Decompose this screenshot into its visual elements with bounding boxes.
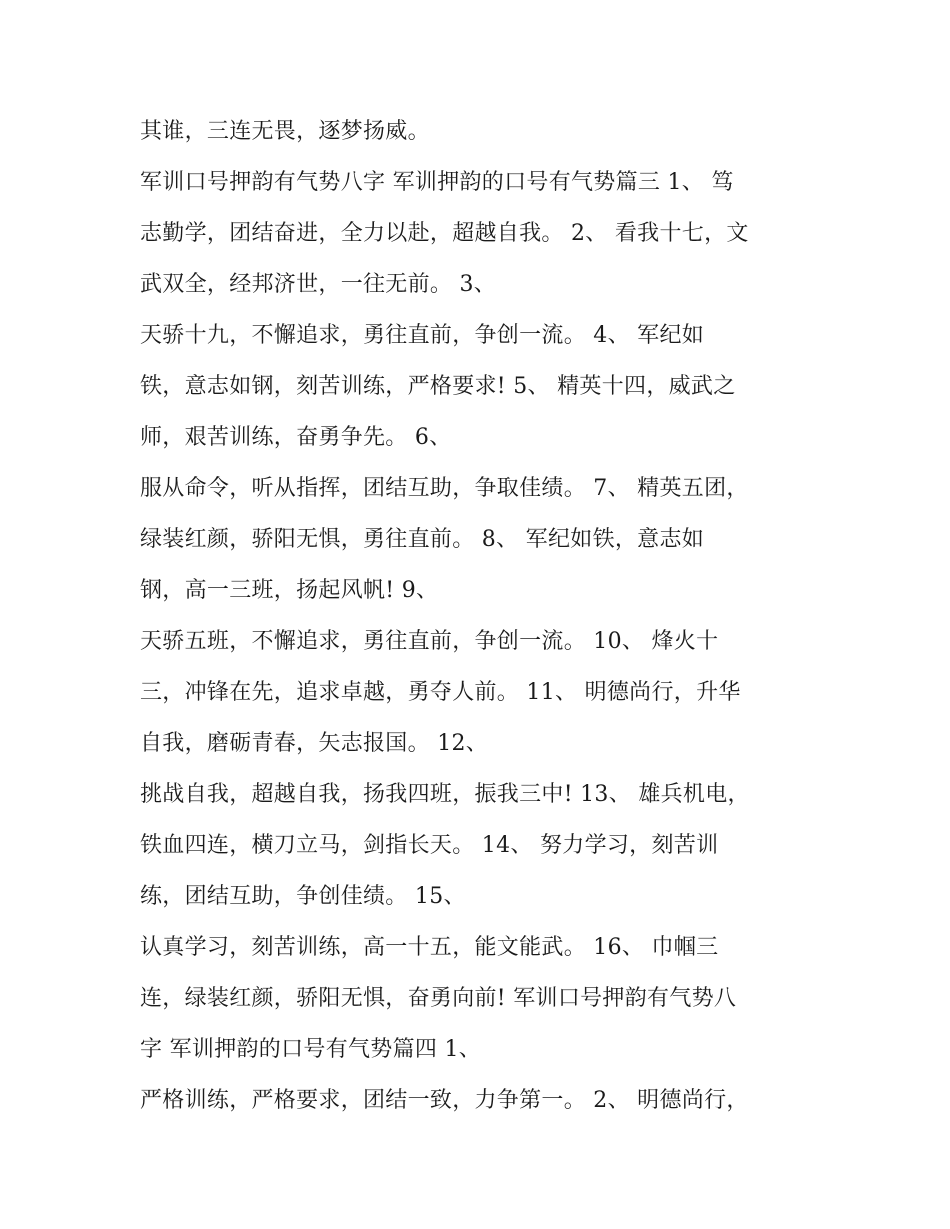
text-line: 其谁，三连无畏，逐梦扬威。 — [140, 119, 430, 144]
text-line: 师，艰苦训练，奋勇争先。 6、 — [140, 425, 452, 450]
document-body — [140, 106, 820, 1126]
text-line: 绿装红颜，骄阳无惧，勇往直前。 8、 军纪如铁，意志如 — [140, 527, 705, 552]
text-line: 天骄五班，不懈追求，勇往直前，争创一流。 10、 烽火十 — [140, 629, 719, 654]
text-line: 服从命令，听从指挥，团结互助，争取佳绩。 7、 精英五团， — [140, 476, 749, 501]
text-line: 武双全，经邦济世，一往无前。 3、 — [140, 272, 497, 297]
text-line: 练，团结互助，争创佳绩。 15、 — [140, 884, 466, 909]
text-line: 认真学习，刻苦训练，高一十五，能文能武。 16、 巾帼三 — [140, 935, 719, 960]
text-line: 三，冲锋在先，追求卓越，勇夺人前。 11、 明德尚行，升华 — [140, 680, 741, 705]
text-line: 天骄十九，不懈追求，勇往直前，争创一流。 4、 军纪如 — [140, 323, 705, 348]
text-line: 军训口号押韵有气势八字 军训押韵的口号有气势篇三 1、 笃 — [140, 170, 734, 195]
text-line: 挑战自我，超越自我，扬我四班，振我三中! 13、 雄兵机电， — [140, 782, 750, 807]
text-line: 自我，磨砺青春，矢志报国。 12、 — [140, 731, 489, 756]
text-line: 铁血四连，横刀立马，剑指长天。 14、 努力学习，刻苦训 — [140, 833, 719, 858]
text-line: 字 军训押韵的口号有气势篇四 1、 — [140, 1037, 482, 1062]
text-line: 志勤学，团结奋进，全力以赴，超越自我。 2、 看我十七，文 — [140, 221, 749, 246]
text-line: 铁，意志如钢，刻苦训练，严格要求! 5、 精英十四，威武之 — [140, 374, 736, 399]
text-line: 严格训练，严格要求，团结一致，力争第一。 2、 明德尚行， — [140, 1088, 749, 1113]
text-line: 连，绿装红颜，骄阳无惧，奋勇向前! 军训口号押韵有气势八 — [140, 986, 737, 1011]
text-line: 钢，高一三班，扬起风帆! 9、 — [140, 578, 439, 603]
